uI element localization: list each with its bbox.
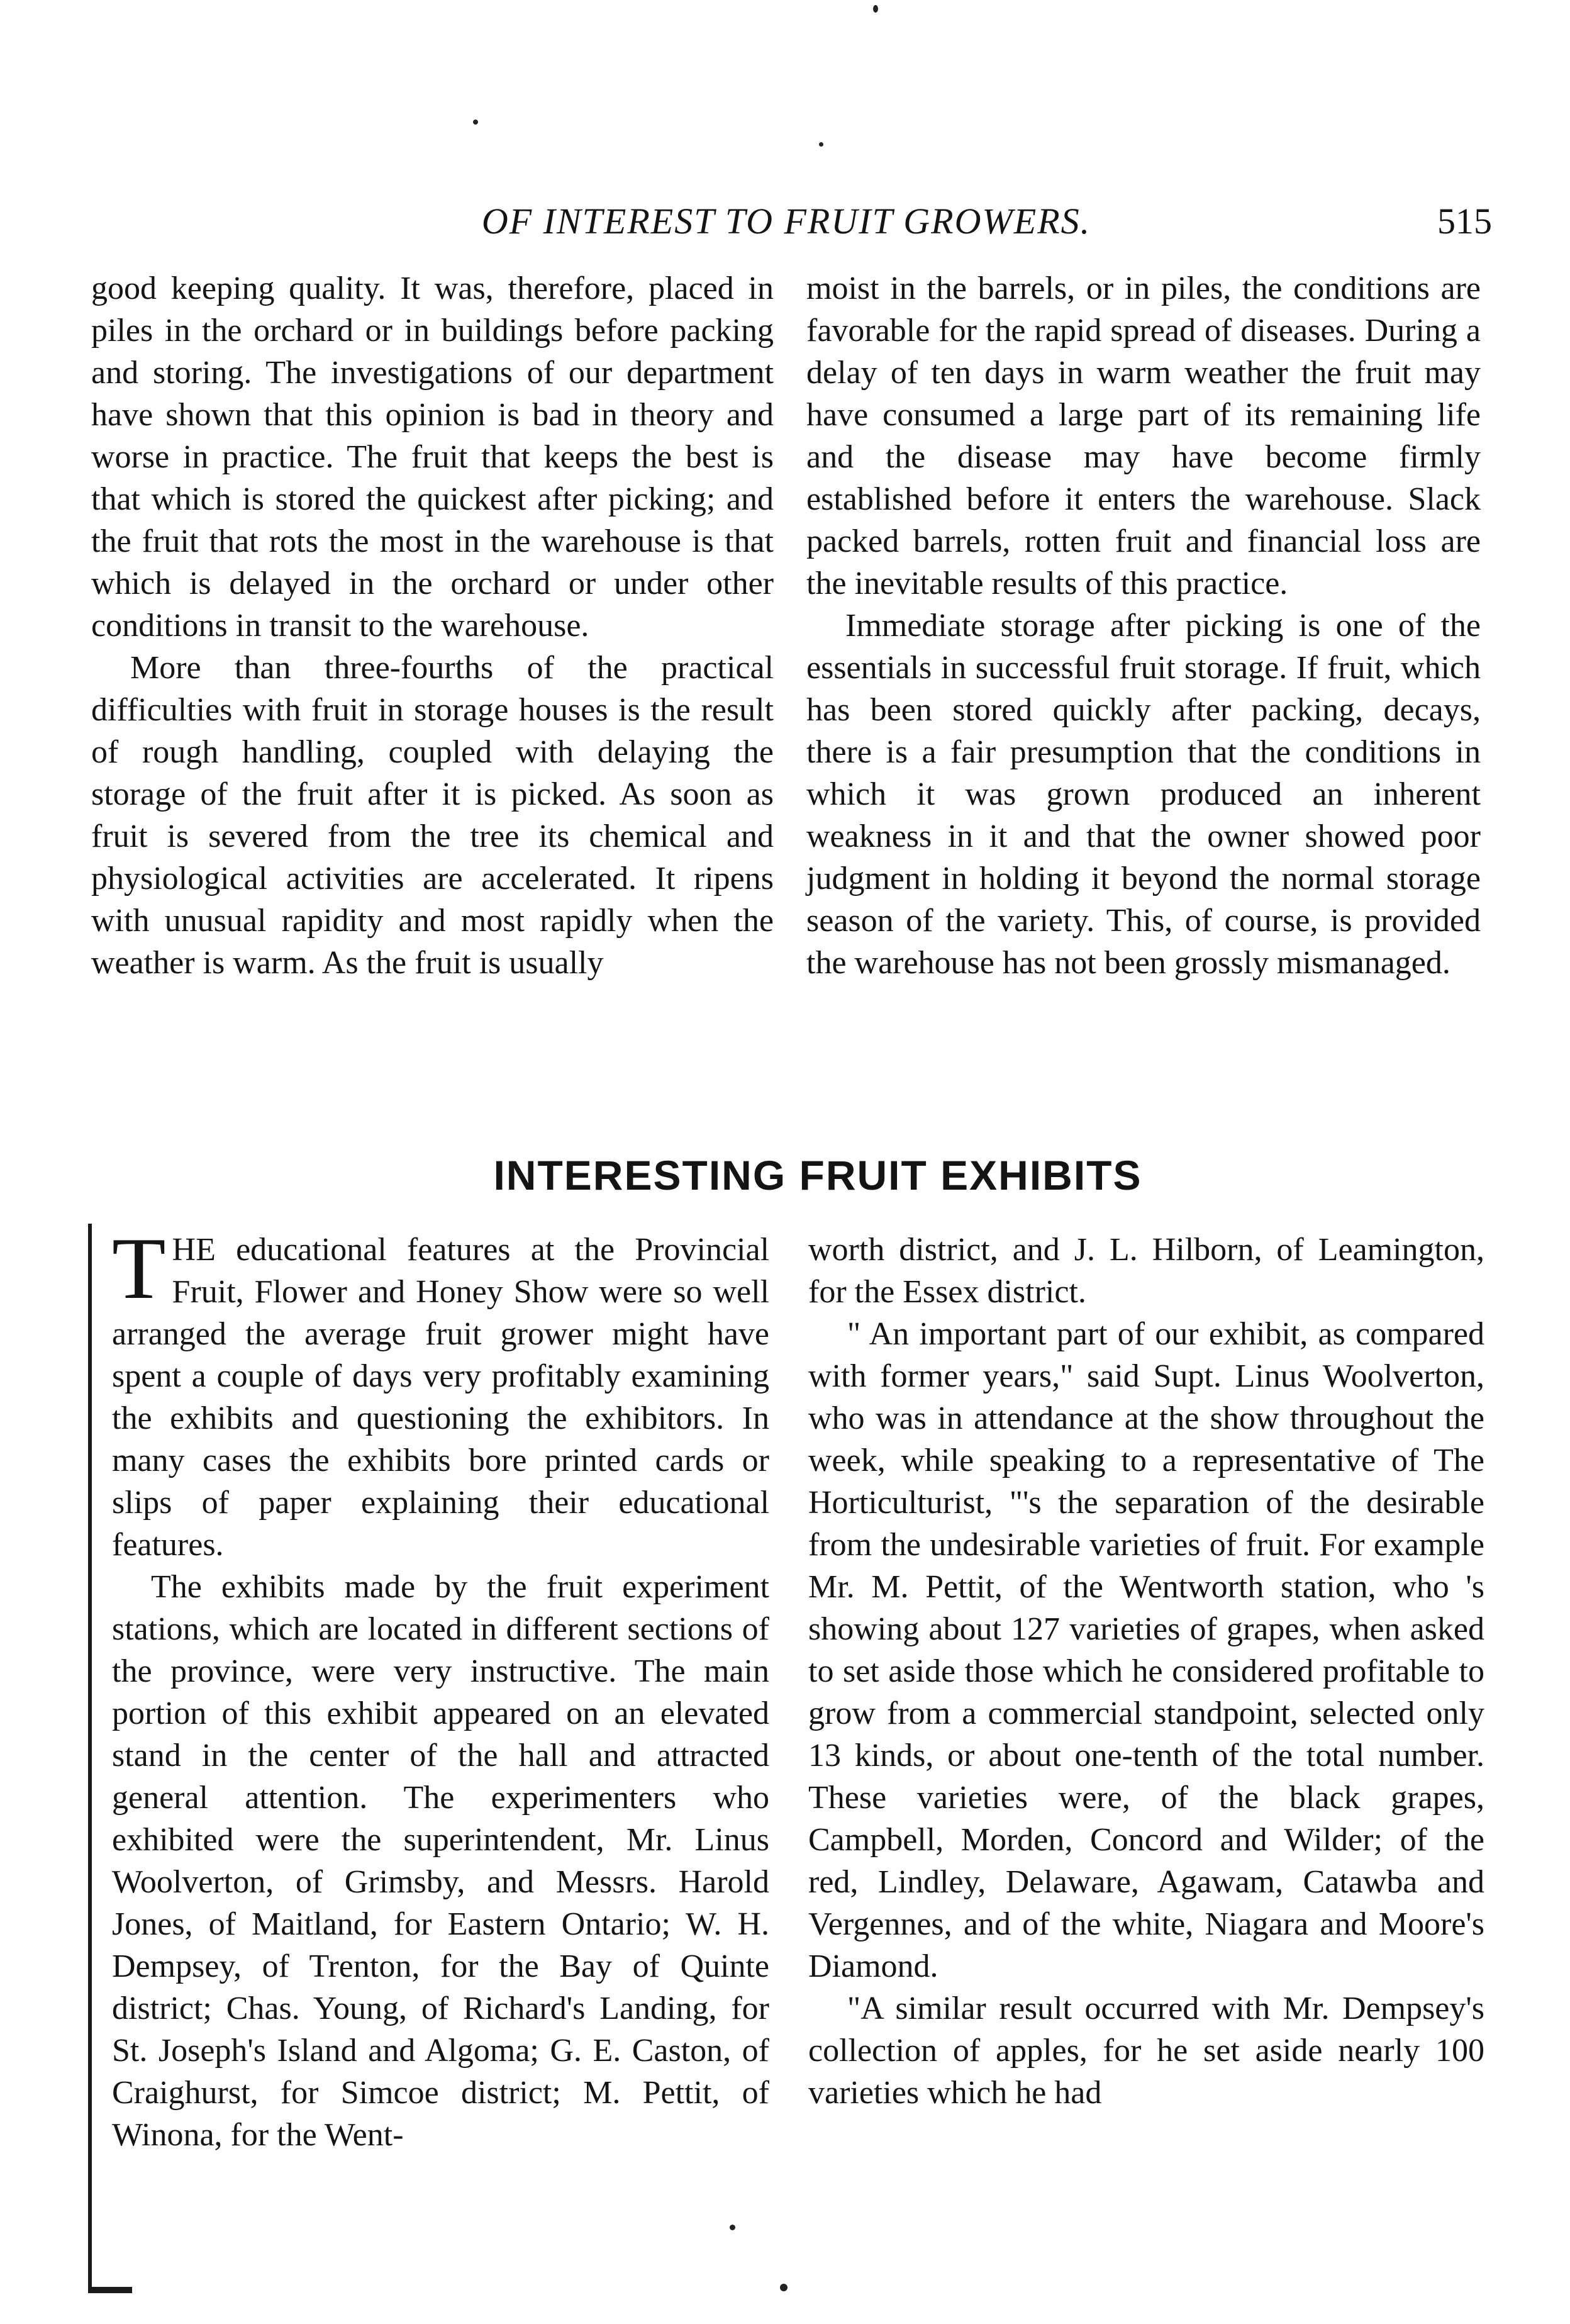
section-title: INTERESTING FRUIT EXHIBITS xyxy=(493,1152,1142,1198)
top-left-column xyxy=(91,267,774,984)
section-right-column xyxy=(808,1229,1484,2114)
opening-paragraph-text: HE educational features at the Provincial Fruit, Flower and Honey Show were so well arranged the average fruit grower might have spent a couple of days very profitably examining the exhibits and questioning the exhibitors. In many cases the exhibits bore printed cards or slips of paper explaining their educational features. xyxy=(112,1232,769,1563)
drop-cap: T xyxy=(112,1220,166,1317)
margin-rule xyxy=(88,1224,92,2287)
paragraph: " An important part of our exhibit, as compared with former years," said Supt. Linus Woolverton, who was in attendance at the show throughout the week, while speaking to a representative of The Horticulturist, "'s the separation of the desirable from the undesirable varieties of fruit. For example Mr. M. Pettit, of the Wentworth station, who 's showing about 127 varieties of grapes, when asked to set aside those which he considered profitable to grow from a commercial standpoint, selected only 13 kinds, or about one-tenth of the total number. These varieties were, of the black grapes, Campbell, Morden, Concord and Wilder; of the red, Lindley, Delaware, Agawam, Catawba and Vergennes, and of the white, Niagara and Moore's Diamond. xyxy=(808,1316,1484,1984)
running-title: OF INTEREST TO FRUIT GROWERS. xyxy=(481,201,1091,242)
paragraph: good keeping quality. It was, therefore, placed in piles in the orchard or in buildings before packing and storing. The investigations of our department have shown that this opinion is bad in theory and worse in practice. The fruit that keeps the best is that which is stored the quickest after picking; and the fruit that rots the most in the warehouse is that which is delayed in the orchard or under other conditions in transit to the warehouse. xyxy=(91,271,774,644)
page-number: 515 xyxy=(1437,201,1492,242)
paragraph: "A similar result occurred with Mr. Dempsey's collection of apples, for he set aside nearly 100 varieties which he had xyxy=(808,1991,1484,2111)
paragraph: The exhibits made by the fruit experiment stations, which are located in different sections of the province, were very instructive. The main portion of this exhibit appeared on an elevated stand in the center of the hall and attracted general attention. The experimenters who exhibited were the superintendent, Mr. Linus Woolverton, of Grimsby, and Messrs. Harold Jones, of Maitland, for Eastern Ontario; W. H. Dempsey, of Trenton, for the Bay of Quinte district; Chas. Young, of Richard's Landing, for St. Joseph's Island and Algoma; G. E. Caston, of Craighurst, for Simcoe district; M. Pettit, of Winona, for the Went- xyxy=(112,1569,769,2153)
paragraph: More than three-fourths of the practical difficulties with fruit in storage houses is the result of rough handling, coupled with delaying the storage of the fruit after it is picked. As soon as fruit is severed from the tree its chemical and physiological activities are accelerated. It ripens with unusual rapidity and most rapidly when the weather is warm. As the fruit is usually xyxy=(91,650,774,981)
opening-paragraph xyxy=(112,1220,769,1566)
section-left-column xyxy=(112,1220,769,2156)
paragraph: Immediate storage after picking is one of the essentials in successful fruit storage. If fruit, which has been stored quickly after packing, decays, there is a fair presumption that the conditions in which it was grown produced an inherent weakness in it and that the owner showed poor judgment in holding it beyond the normal storage season of the variety. This, of course, is provided the warehouse has not been grossly mismanaged. xyxy=(806,608,1481,981)
margin-rule-foot xyxy=(88,2287,132,2293)
top-right-column xyxy=(806,267,1481,984)
print-speck xyxy=(780,2284,788,2291)
paragraph: moist in the barrels, or in piles, the conditions are favorable for the rapid spread of diseases. During a delay of ten days in warm weather the fruit may have consumed a large part of its remaining life and the disease may have become firmly established before it enters the warehouse. Slack packed barrels, rotten fruit and financial loss are the inevitable results of this practice. xyxy=(806,271,1481,601)
print-speck xyxy=(473,120,478,125)
print-speck xyxy=(873,5,878,13)
print-speck xyxy=(730,2225,735,2230)
paragraph: worth district, and J. L. Hilborn, of Leamington, for the Essex district. xyxy=(808,1232,1484,1310)
print-speck xyxy=(819,142,823,147)
